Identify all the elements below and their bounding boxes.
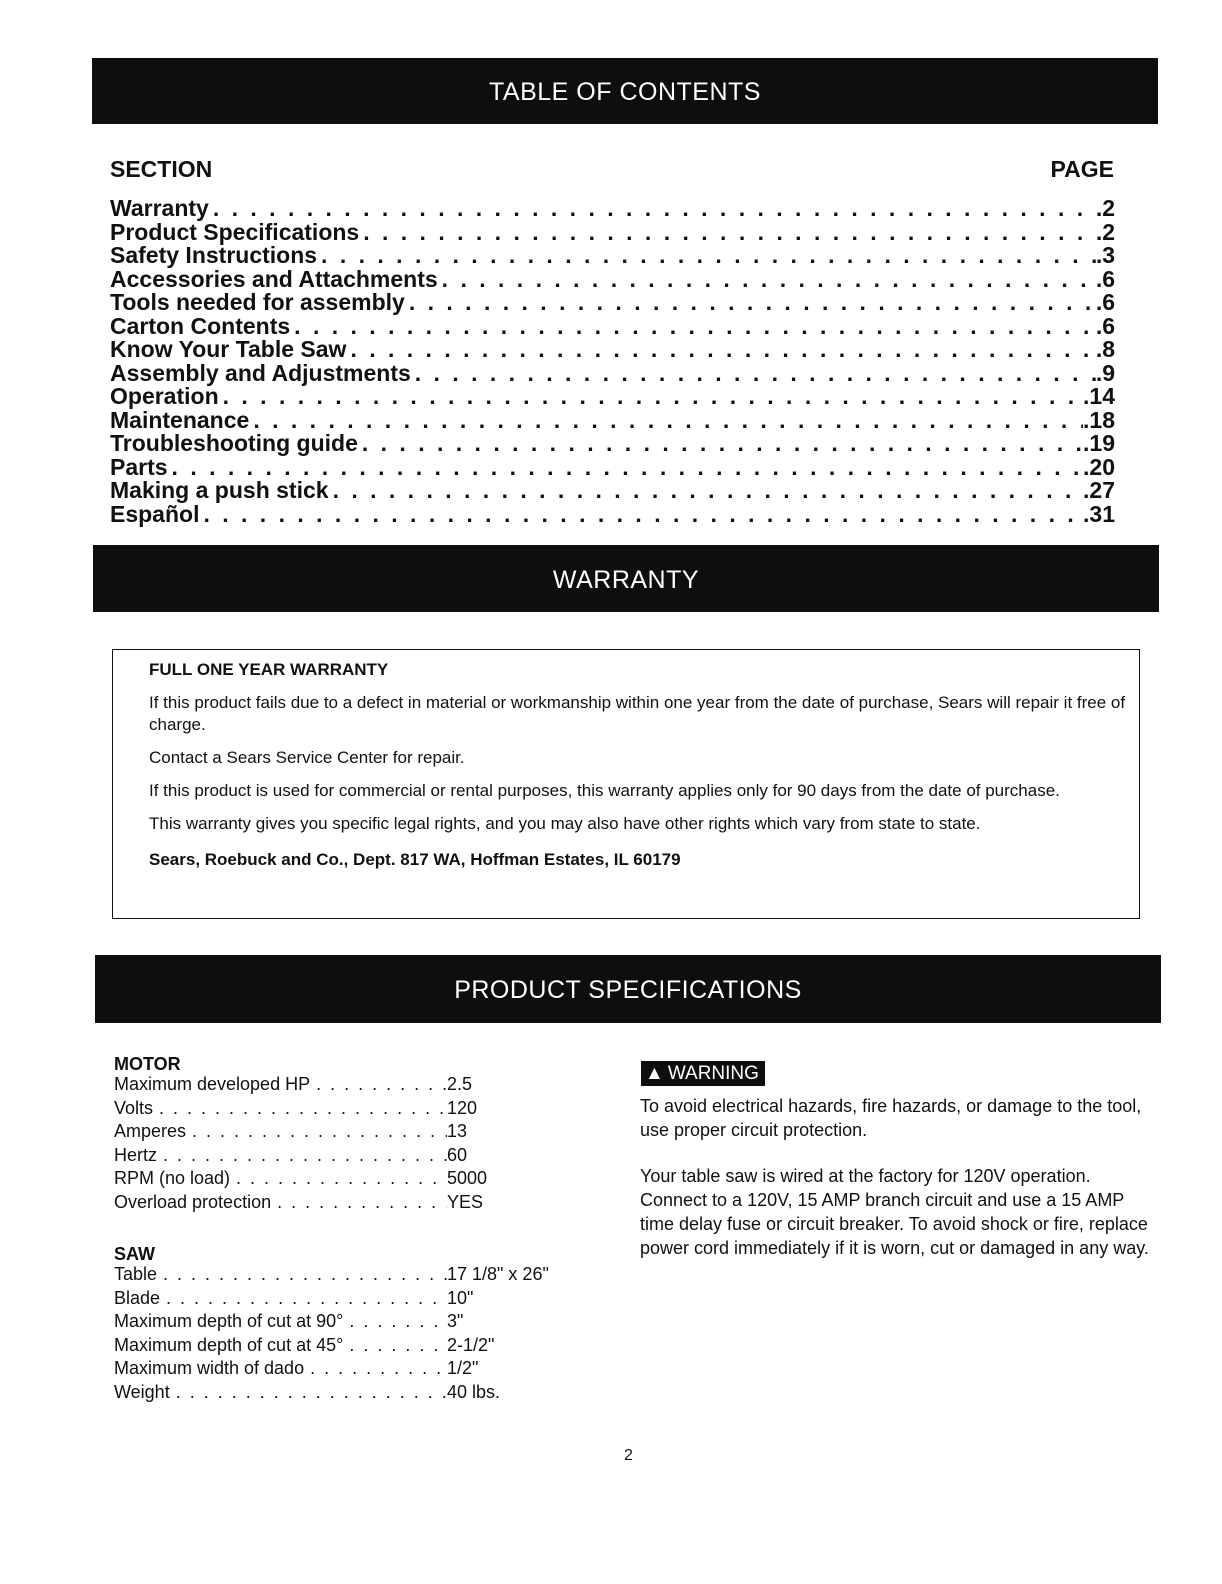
- toc-entry-title: Operation: [110, 383, 219, 409]
- warning-label: WARNING: [667, 1063, 759, 1084]
- dot-leader: [317, 243, 1096, 267]
- dot-leader: [359, 220, 1096, 244]
- dot-leader: [343, 1334, 447, 1358]
- spec-value: 60: [447, 1144, 468, 1165]
- spec-label: Maximum developed HP: [114, 1074, 311, 1094]
- dot-leader: [168, 455, 1083, 479]
- spec-row: [114, 1167, 574, 1191]
- warranty-paragraph: This warranty gives you specific legal rights, and you may also have other rights which vary from state to state.: [149, 814, 981, 833]
- toc-entry[interactable]: [110, 455, 1115, 479]
- toc-entry-title: Maintenance: [110, 406, 250, 433]
- dot-leader: [304, 1357, 447, 1381]
- warning-paragraph: To avoid electrical hazards, fire hazards, or damage to the tool, use proper circuit protection.: [640, 1096, 1142, 1140]
- dot-leader: [271, 1191, 447, 1215]
- spec-label: Maximum width of dado: [114, 1358, 305, 1378]
- spec-label: RPM (no load): [114, 1168, 231, 1188]
- spec-label: Volts: [114, 1097, 154, 1118]
- dot-leader: [230, 1167, 447, 1191]
- warning-triangle-icon: ▲: [645, 1063, 664, 1084]
- spec-value: 10": [447, 1287, 474, 1308]
- spec-row: [114, 1334, 574, 1358]
- toc-entry[interactable]: [110, 361, 1115, 385]
- spec-value: 13: [447, 1121, 468, 1141]
- dot-leader: [157, 1263, 447, 1287]
- spec-label: Table: [114, 1264, 158, 1284]
- toc-entry-title: Tools needed for assembly: [110, 289, 405, 315]
- toc-entry[interactable]: [110, 502, 1115, 526]
- dot-leader: [405, 290, 1096, 314]
- toc-entry[interactable]: [110, 478, 1115, 502]
- saw-specs: [114, 1245, 574, 1404]
- dot-leader: [170, 1381, 447, 1405]
- toc-entry-page: .27: [1083, 477, 1115, 503]
- spec-value: 5000: [447, 1168, 488, 1188]
- toc-entry-title: Safety Instructions: [110, 242, 318, 268]
- warranty-paragraph: If this product is used for commercial or rental purposes, this warranty applies only for 90 days from the date of purchase.: [149, 781, 1060, 800]
- spec-row: [114, 1191, 574, 1215]
- toc-banner: TABLE OF CONTENTS: [92, 58, 1158, 124]
- spec-value: 40 lbs.: [447, 1381, 501, 1402]
- toc-entry[interactable]: [110, 243, 1115, 267]
- toc-entry-page: .3: [1095, 242, 1115, 268]
- dot-leader: [329, 478, 1083, 502]
- spec-value: 2-1/2": [447, 1334, 495, 1355]
- toc-entry[interactable]: [110, 314, 1115, 338]
- toc-entry-page: .2: [1095, 218, 1115, 245]
- toc-entry-page: .8: [1095, 336, 1115, 362]
- toc-entry-page: .6: [1095, 265, 1115, 292]
- spec-value: 1/2": [447, 1358, 479, 1378]
- spec-label: Maximum depth of cut at 45°: [114, 1334, 344, 1355]
- toc-entry-page: .18: [1083, 406, 1115, 433]
- toc-list: [110, 196, 1115, 525]
- spec-row: [114, 1144, 574, 1168]
- spec-label: Hertz: [114, 1144, 158, 1165]
- dot-leader: [343, 1310, 447, 1334]
- spec-label: Blade: [114, 1287, 161, 1308]
- warning-paragraph: Your table saw is wired at the factory for 120V operation. Connect to a 120V, 15 AMP branch circuit and use a 15 AMP time delay fuse or circuit breaker. To avoid shock or fire, replace power cord immediately if it is worn, cut or damaged in any way.: [640, 1166, 1149, 1258]
- spec-row: [114, 1120, 574, 1144]
- dot-leader: [411, 361, 1096, 385]
- toc-entry-page: .6: [1095, 312, 1115, 339]
- dot-leader: [438, 267, 1096, 291]
- toc-entry-page: .31: [1083, 500, 1115, 527]
- spec-value: 3": [447, 1311, 464, 1331]
- toc-entry-page: .9: [1095, 359, 1115, 386]
- dot-leader: [157, 1144, 447, 1168]
- toc-entry-page: .19: [1083, 430, 1115, 456]
- toc-entry[interactable]: [110, 337, 1115, 361]
- dot-leader: [290, 314, 1096, 338]
- warranty-address: Sears, Roebuck and Co., Dept. 817 WA, Hoffman Estates, IL 60179: [149, 850, 681, 869]
- toc-entry-title: Troubleshooting guide: [110, 430, 358, 456]
- spec-value: YES: [447, 1191, 484, 1212]
- dot-leader: [153, 1097, 447, 1121]
- spec-row: [114, 1310, 574, 1334]
- motor-title: MOTOR: [114, 1054, 181, 1074]
- toc-entry[interactable]: [110, 267, 1115, 291]
- toc-entry-title: Assembly and Adjustments: [110, 359, 411, 386]
- dot-leader: [219, 384, 1083, 408]
- dot-leader: [160, 1287, 447, 1311]
- toc-entry[interactable]: [110, 290, 1115, 314]
- spec-row: [114, 1097, 574, 1121]
- spec-row: [114, 1357, 574, 1381]
- spec-row: [114, 1263, 574, 1287]
- specs-banner: PRODUCT SPECIFICATIONS: [95, 955, 1161, 1023]
- spec-label: Overload protection: [114, 1191, 272, 1212]
- toc-entry-title: Product Specifications: [110, 218, 360, 245]
- toc-entry-page: .14: [1083, 383, 1115, 409]
- motor-specs: [114, 1055, 574, 1214]
- spec-row: [114, 1073, 574, 1097]
- toc-entry-title: Know Your Table Saw: [110, 336, 347, 362]
- spec-label: Amperes: [114, 1121, 187, 1141]
- toc-entry-title: Warranty: [110, 195, 209, 221]
- dot-leader: [358, 431, 1083, 455]
- warranty-banner: WARRANTY: [93, 545, 1159, 612]
- dot-leader: [346, 337, 1095, 361]
- warranty-title: FULL ONE YEAR WARRANTY: [149, 660, 389, 679]
- spec-value: 2.5: [447, 1074, 473, 1094]
- spec-row: [114, 1287, 574, 1311]
- spec-value: 120: [447, 1097, 478, 1118]
- spec-row: [114, 1381, 574, 1405]
- dot-leader: [199, 502, 1083, 526]
- toc-entry[interactable]: [110, 384, 1115, 408]
- warranty-box: [112, 649, 1140, 919]
- toc-entry[interactable]: [110, 220, 1115, 244]
- toc-entry-title: Carton Contents: [110, 312, 291, 339]
- toc-page-heading: PAGE: [1050, 156, 1114, 182]
- toc-entry-page: .6: [1095, 289, 1115, 315]
- dot-leader: [310, 1073, 447, 1097]
- spec-label: Weight: [114, 1381, 170, 1402]
- spec-label: Maximum depth of cut at 90°: [114, 1311, 344, 1331]
- dot-leader: [209, 196, 1096, 220]
- saw-title: SAW: [114, 1244, 156, 1264]
- toc-entry[interactable]: [110, 408, 1115, 432]
- toc-entry-title: Making a push stick: [110, 477, 329, 503]
- warning-badge: [641, 1061, 765, 1086]
- spec-value: 17 1/8" x 26": [447, 1264, 549, 1284]
- dot-leader: [186, 1120, 447, 1144]
- page-number: 2: [624, 1447, 633, 1464]
- warranty-paragraph: Contact a Sears Service Center for repair.: [149, 748, 465, 767]
- toc-entry-title: Accessories and Attachments: [110, 265, 438, 292]
- toc-entry-title: Parts: [110, 453, 168, 480]
- dot-leader: [249, 408, 1083, 432]
- toc-entry-title: Español: [110, 500, 200, 527]
- toc-section-heading: SECTION: [110, 156, 213, 182]
- toc-entry-page: .2: [1095, 195, 1115, 221]
- toc-entry-page: .20: [1083, 453, 1115, 480]
- toc-entry[interactable]: [110, 431, 1115, 455]
- toc-entry[interactable]: [110, 196, 1115, 220]
- warranty-paragraph: If this product fails due to a defect in material or workmanship within one year from the date of purchase, Sears will repair it free of charge.: [149, 693, 1126, 734]
